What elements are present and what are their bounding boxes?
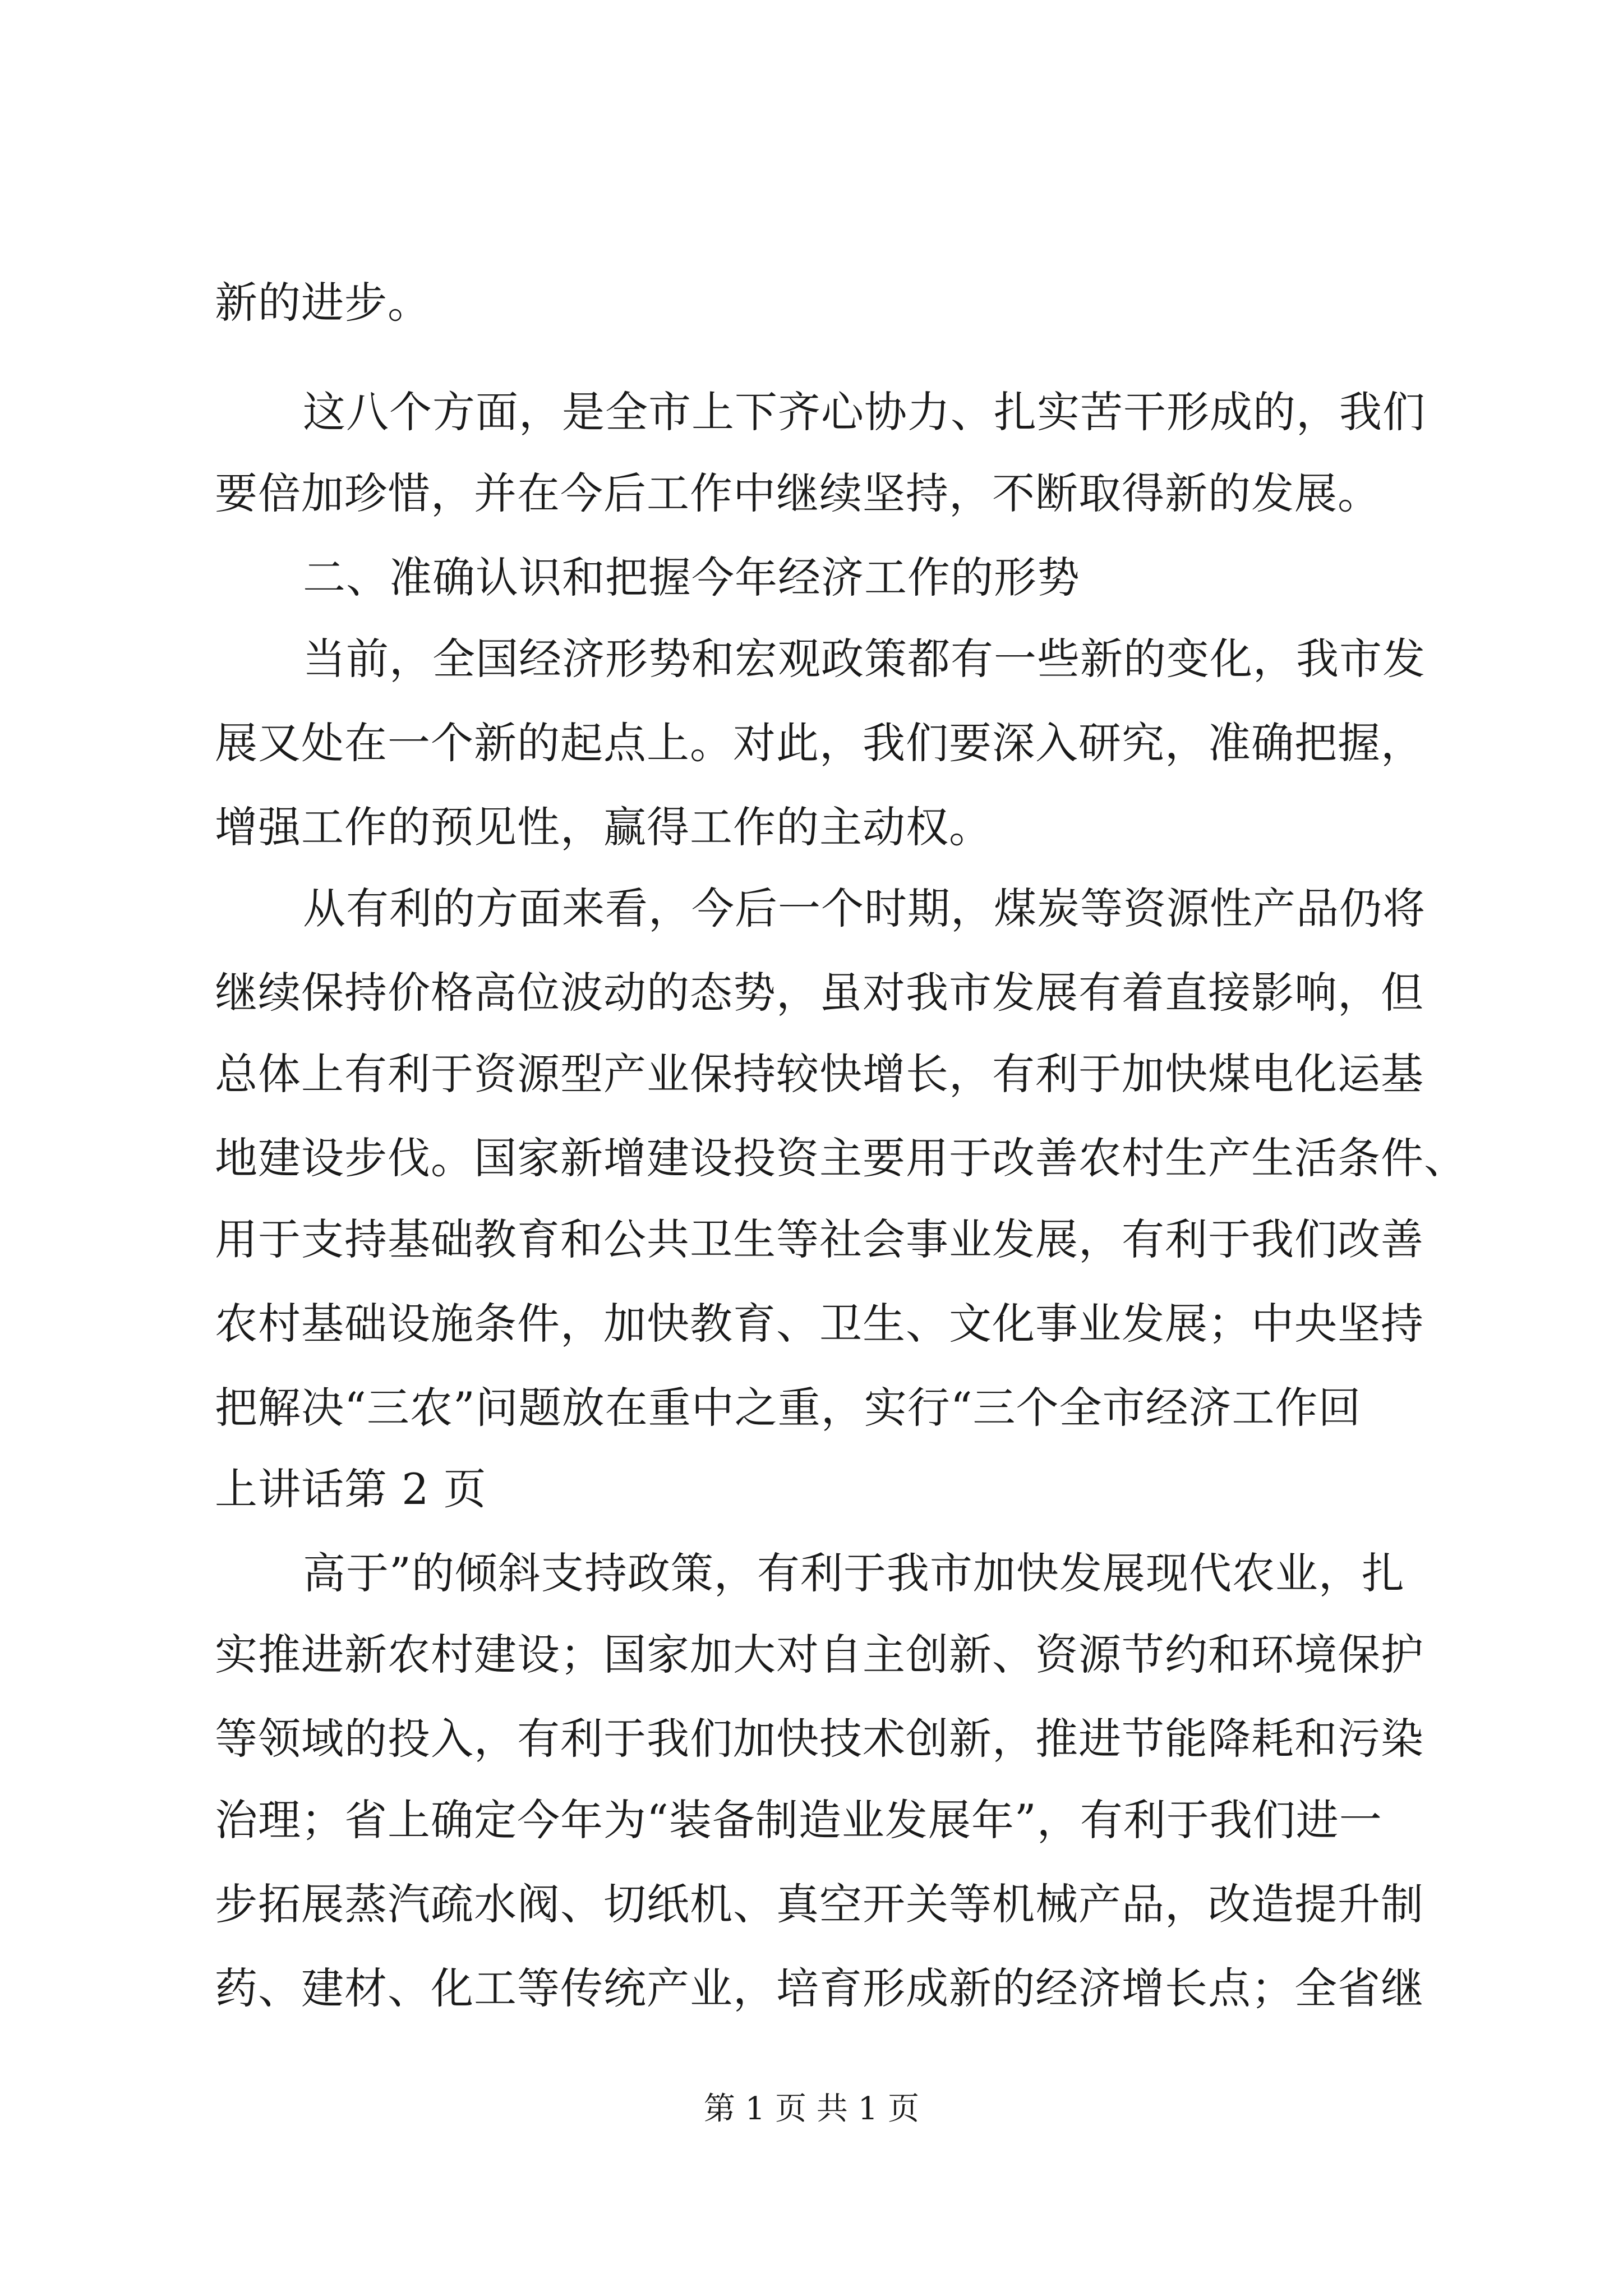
text-line: 这八个方面，是全市上下齐心协力、扎实苦干形成的，我们 <box>303 387 1426 437</box>
text-line: 治理；省上确定今年为“装备制造业发展年”，有利于我们进一 <box>215 1795 1382 1845</box>
text-line: 地建设步伐。国家新增建设投资主要用于改善农村生产生活条件、 <box>215 1133 1467 1183</box>
text-line: 当前，全国经济形势和宏观政策都有一些新的变化，我市发 <box>303 634 1426 684</box>
text-line: 用于支持基础教育和公共卫生等社会事业发展，有利于我们改善 <box>215 1214 1424 1264</box>
text-line: 上讲话第 2 页 <box>215 1464 487 1514</box>
text-line: 步拓展蒸汽疏水阀、切纸机、真空开关等机械产品，改造提升制 <box>215 1879 1424 1929</box>
text-line: 新的进步。 <box>215 278 431 328</box>
section-heading: 二、准确认识和把握今年经济工作的形势 <box>303 553 1080 602</box>
text-line: 从有利的方面来看，今后一个时期，煤炭等资源性产品仍将 <box>303 884 1426 933</box>
text-line: 继续保持价格高位波动的态势，虽对我市发展有着直接影响，但 <box>215 968 1424 1018</box>
text-line: 要倍加珍惜，并在今后工作中继续坚持，不断取得新的发展。 <box>215 468 1381 518</box>
text-line: 药、建材、化工等传统产业，培育形成新的经济增长点；全省继 <box>215 1963 1424 2013</box>
text-line: 增强工作的预见性，赢得工作的主动权。 <box>215 802 992 852</box>
text-line: 等领域的投入，有利于我们加快技术创新，推进节能降耗和污染 <box>215 1714 1424 1764</box>
text-line: 总体上有利于资源型产业保持较快增长，有利于加快煤电化运基 <box>215 1049 1424 1099</box>
text-line: 农村基础设施条件，加快教育、卫生、文化事业发展；中央坚持 <box>215 1299 1424 1349</box>
text-line: 实推进新农村建设；国家加大对自主创新、资源节约和环境保护 <box>215 1630 1424 1680</box>
text-line: 展又处在一个新的起点上。对此，我们要深入研究，准确把握， <box>215 718 1424 768</box>
text-line: 把解决“三农”问题放在重中之重，实行“三个全市经济工作回 <box>215 1383 1362 1433</box>
text-line: 高于”的倾斜支持政策，有利于我市加快发展现代农业，扎 <box>303 1548 1405 1598</box>
page-footer: 第 1 页 共 1 页 <box>703 2091 920 2127</box>
